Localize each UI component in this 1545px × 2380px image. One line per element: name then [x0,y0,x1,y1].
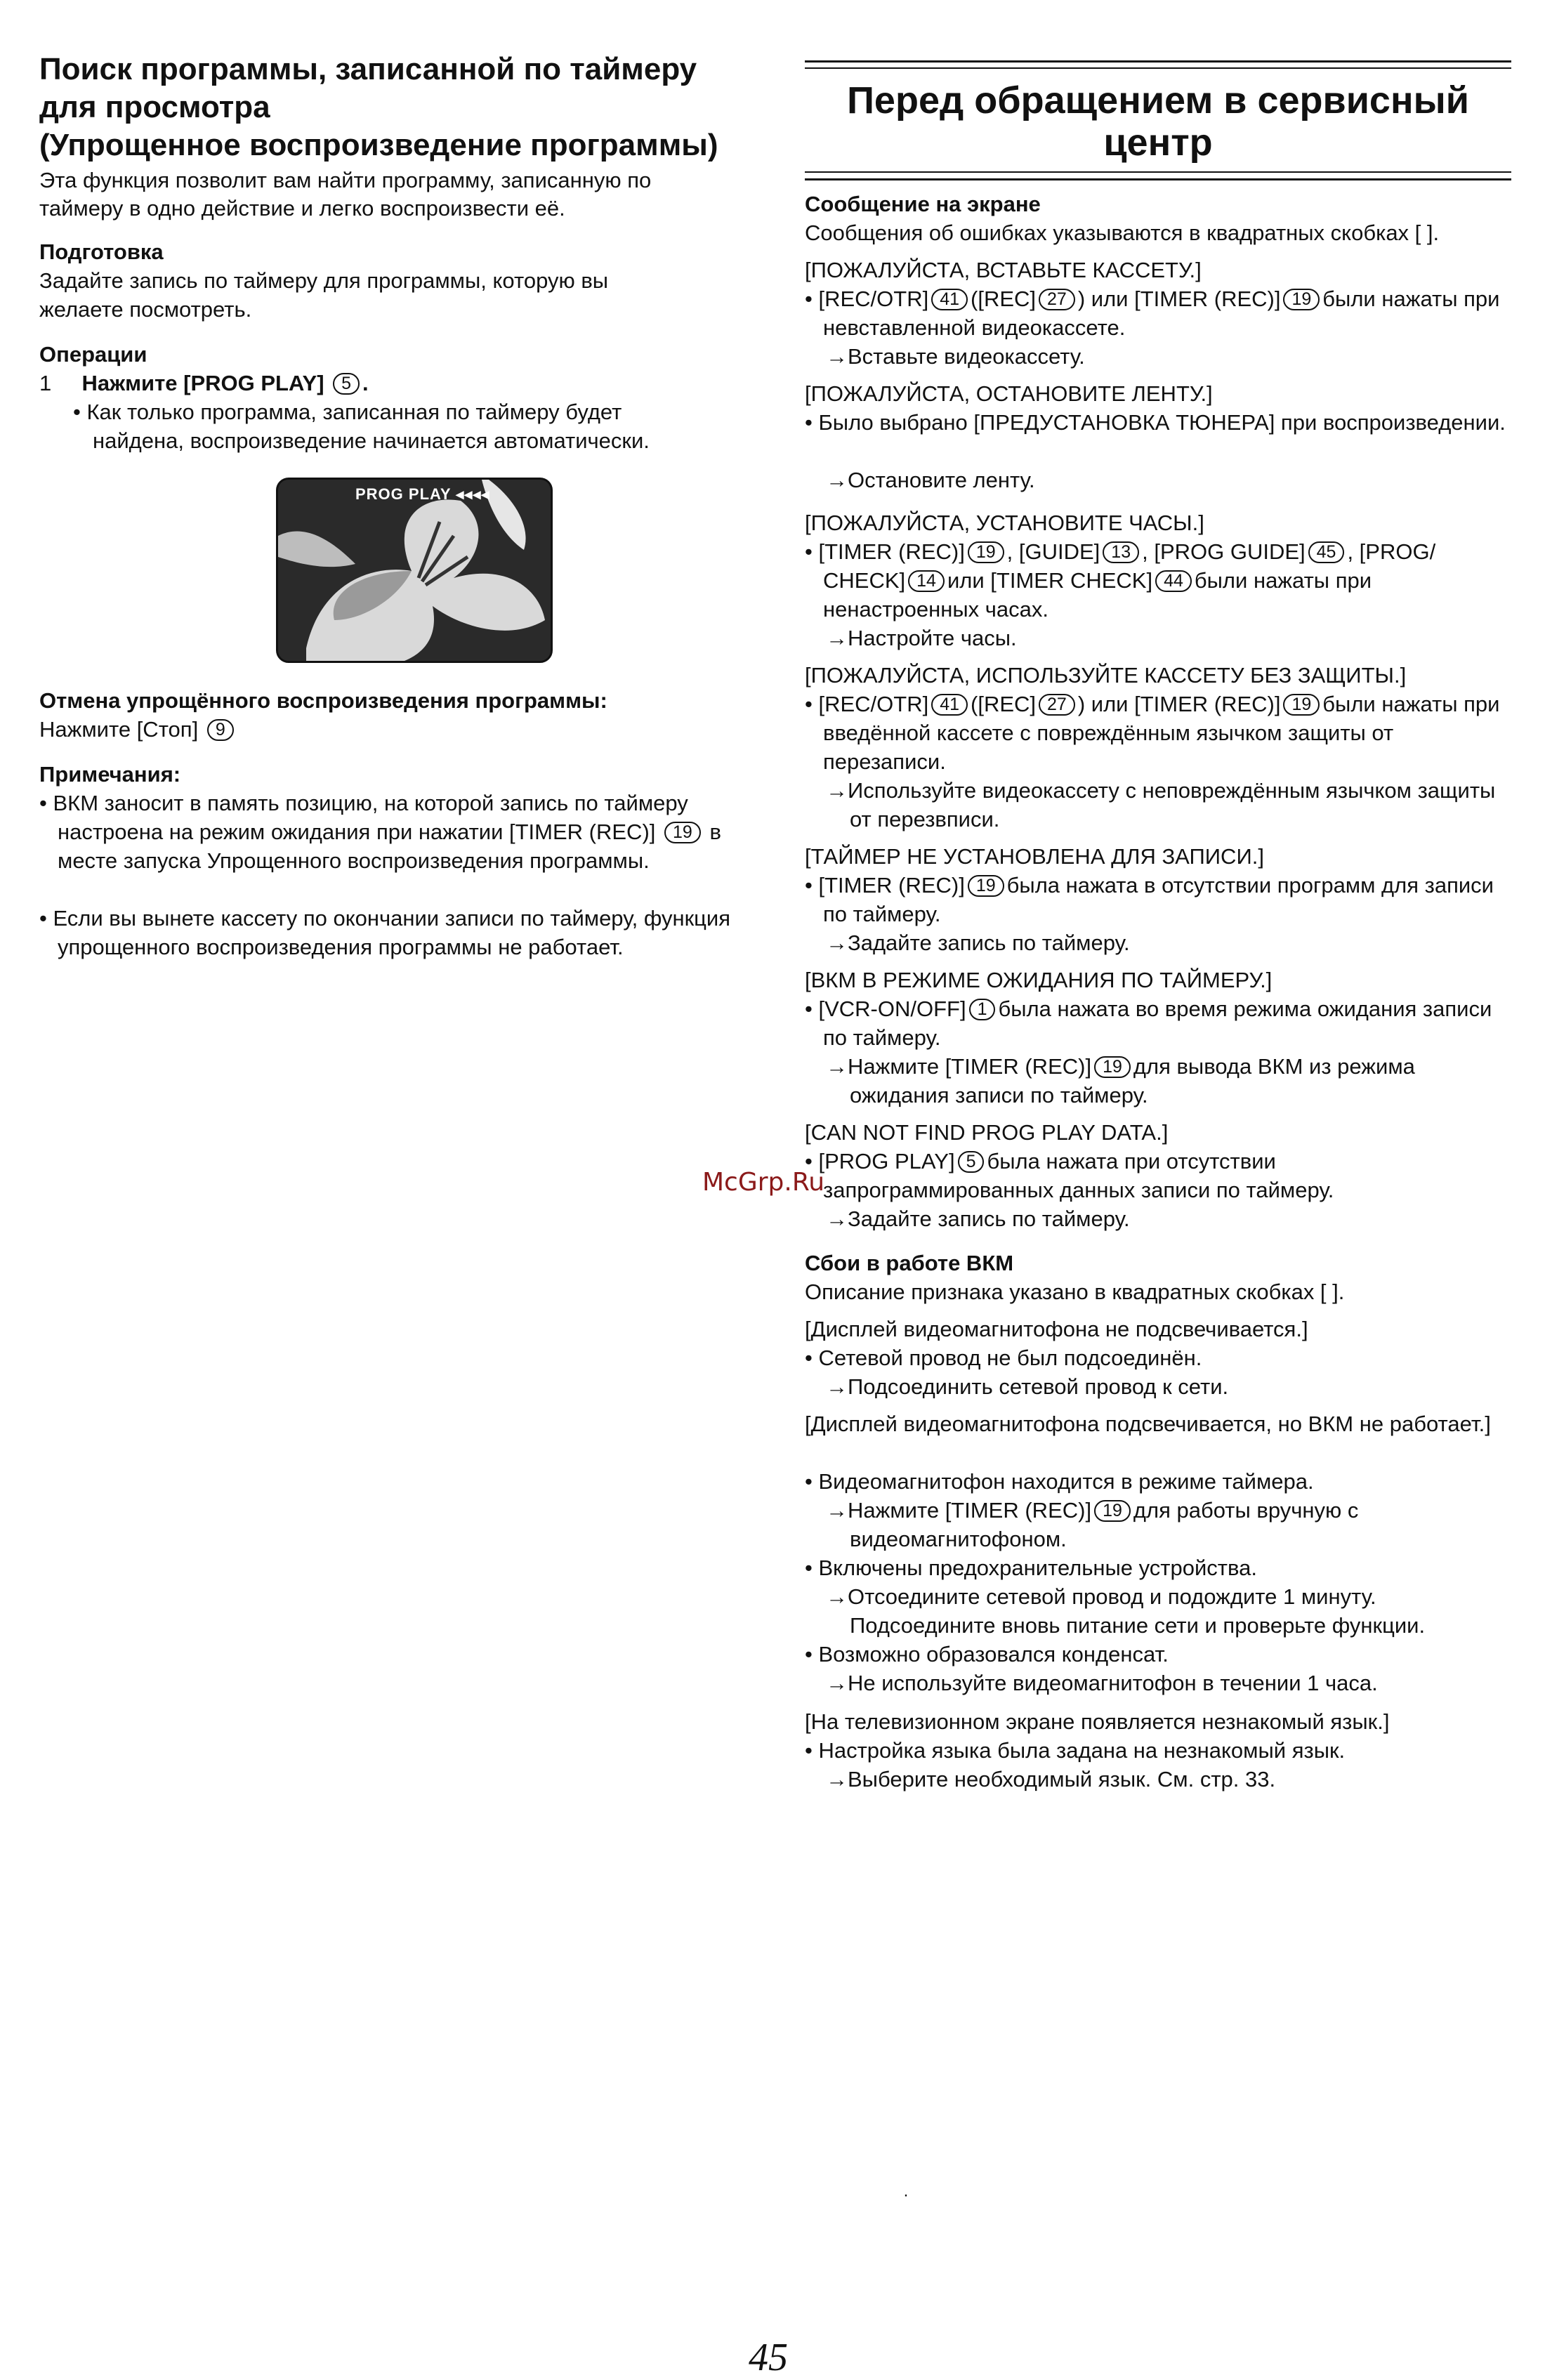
msg-5-action: →Задайте запись по таймеру. [826,931,1130,955]
badge: 1 [969,999,996,1020]
badge: 27 [1039,694,1075,716]
step-1: 1 Нажмите [PROG PLAY] 5 . [39,371,369,395]
msg-7-c: была нажата при отсутствии запрограммированных данных записи по таймеру. [823,1149,1334,1202]
msg-6-a: • [VCR-ON/OFF] [805,997,966,1021]
step-bullet-line2: найдена, воспроизведение начинается автоматически. [93,428,650,453]
note-2: • Если вы вынете кассету по окончании записи по таймеру, функция упрощенного воспроизведения программы не работает. [39,906,731,959]
flower-picture [278,480,551,661]
vcr-3-text: • Настройка языка была задана на незнакомый язык. [805,1738,1346,1763]
msg-4-e: были нажаты при введённой кассете с повреждённым язычком защиты от перезаписи. [823,692,1500,774]
badge: 19 [968,875,1004,897]
badge: 45 [1308,541,1345,563]
timer-rec-badge: 19 [664,822,701,843]
watermark: McGrp.Ru [702,1168,825,1197]
left-title-line3: (Упрощенное воспроизведение программы) [39,128,718,162]
badge: 27 [1039,289,1075,310]
vcr-intro: Описание признака указано в квадратных скобках [ ]. [805,1280,1345,1304]
msg-3-text [805,537,1511,624]
note-1-text-b: в месте запуска Упрощенного воспроизведения программы. [58,820,721,873]
prep-heading: Подготовка [39,239,164,264]
msg-5-a: • [TIMER (REC)] [805,873,965,898]
right-title-line2: центр [1103,121,1213,164]
page-number: 45 [749,2336,788,2379]
msg-7-title: [CAN NOT FIND PROG PLAY DATA.] [805,1120,1169,1145]
msg-4-c: ([REC] [971,692,1037,716]
button-number-badge: 5 [333,373,360,395]
intro-line1: Эта функция позволит вам найти программу, записанную по [39,168,652,192]
vcr-heading: Сбои в работе ВКМ [805,1251,1014,1275]
msg-5-c: была нажата в отсутствии программ для записи по таймеру. [823,873,1494,926]
msg-1-c: ([REC] [971,287,1037,311]
vcr-2-a3: →Не используйте видеомагнитофон в течении 1 часа. [826,1671,1378,1695]
msg-4-a: • [REC/OTR] [805,692,929,716]
tv-screen-image [276,478,553,663]
msg-4-title: [ПОЖАЛУЙСТА, ИСПОЛЬЗУЙТЕ КАССЕТУ БЕЗ ЗАЩИТЫ.] [805,663,1407,688]
msg-1-title: [ПОЖАЛУЙСТА, ВСТАВЬТЕ КАССЕТУ.] [805,258,1202,282]
msg-3-title: [ПОЖАЛУЙСТА, УСТАНОВИТЕ ЧАСЫ.] [805,511,1204,535]
vcr-2-title: [Дисплей видеомагнитофона подсвечивается, но ВКМ не работает.] [805,1412,1491,1436]
msg-4-d: ) или [TIMER (REC)] [1077,692,1281,716]
screen-heading: Сообщение на экране [805,192,1041,216]
msg-7-text [805,1147,1511,1204]
msg-4-text [805,690,1511,776]
notes-heading: Примечания: [39,762,181,787]
vcr-2-a1-c: для работы вручную с видеомагнитофоном. [850,1498,1359,1551]
msg-4-action: →Используйте видеокассету с неповреждённым язычком защиты от перезвписи. [826,778,1496,831]
vcr-3-action: →Выберите необходимый язык. См. стр. 33. [826,1767,1276,1791]
msg-3-action: →Настройте часы. [826,626,1017,650]
badge: 19 [1283,289,1320,310]
badge: 19 [1094,1500,1131,1522]
stop-button-badge: 9 [207,719,234,741]
vcr-2-a1 [805,1496,1511,1553]
vcr-2-a2: →Отсоедините сетевой провод и подождите 1 минуту. Подсоедините вновь питание сети и проверьте функции. [826,1584,1426,1638]
msg-1-d: ) или [TIMER (REC)] [1077,287,1281,311]
msg-6-action-c: для вывода ВКМ из режима ожидания записи по таймеру. [850,1054,1415,1107]
msg-3-a: • [TIMER (REC)] [805,539,965,564]
ops-heading: Операции [39,342,147,367]
cancel-text [39,715,749,744]
vcr-1-title: [Дисплей видеомагнитофона не подсвечивается.] [805,1317,1308,1341]
screen-intro: Сообщения об ошибках указываются в квадратных скобках [ ]. [805,221,1440,245]
right-title-line1: Перед обращением в сервисный [847,79,1469,121]
msg-2-action: →Остановите ленту. [826,468,1035,492]
vcr-1-text: • Сетевой провод не был подсоединён. [805,1346,1202,1370]
msg-1-e: были нажаты при невставленной видеокассете. [823,287,1500,340]
msg-5-text [805,871,1511,928]
badge: 19 [1283,694,1320,716]
msg-1-text [805,284,1511,342]
osd-prog-play: PROG PLAY ◂◂◂◂ [355,485,490,503]
stray-dot: · [903,2185,909,2204]
left-title-line1: Поиск программы, записанной по таймеру [39,52,697,86]
msg-7-a: • [PROG PLAY] [805,1149,955,1173]
badge: 41 [931,289,968,310]
msg-2-title: [ПОЖАЛУЙСТА, ОСТАНОВИТЕ ЛЕНТУ.] [805,381,1213,406]
vcr-2-t3: • Возможно образовался конденсат. [805,1642,1169,1666]
msg-3-e: , [PROG/ CHECK] [823,539,1436,593]
badge: 19 [968,541,1004,563]
vcr-2-t2: • Включены предохранительные устройства. [805,1556,1257,1580]
title-rule-top2 [805,67,1511,69]
msg-6-c: была нажата во время режима ожидания записи по таймеру. [823,997,1492,1050]
left-title-line2: для просмотра [39,90,270,124]
msg-5-title: [ТАЙМЕР НЕ УСТАНОВЛЕНА ДЛЯ ЗАПИСИ.] [805,844,1264,869]
step-bullet-line1: • Как только программа, записанная по таймеру будет [73,400,622,424]
intro-line2: таймеру в одно действие и легко воспроизвести её. [39,196,565,221]
msg-3-f: или [TIMER CHECK] [947,568,1153,593]
note-1-text-a: • ВКМ заносит в память позицию, на которой запись по таймеру настроена на режим ожидания при нажатии [TIMER (REC)] [39,791,688,844]
step-text: Нажмите [PROG PLAY] [81,371,324,395]
msg-1-action: →Вставьте видеокассету. [826,344,1085,369]
prep-line2: желаете посмотреть. [39,297,252,322]
vcr-3-title: [На телевизионном экране появляется незнакомый язык.] [805,1709,1390,1734]
vcr-2-a1-a: →Нажмите [TIMER (REC)] [826,1498,1092,1523]
note-1 [39,789,749,875]
step-number: 1 [39,371,52,395]
vcr-2-t1: • Видеомагнитофон находится в режиме таймера. [805,1469,1314,1494]
msg-6-action-a: →Нажмите [TIMER (REC)] [826,1054,1092,1079]
badge: 5 [958,1151,985,1173]
prep-line1: Задайте запись по таймеру для программы, которую вы [39,268,609,293]
title-rule-top [805,60,1511,63]
badge: 41 [931,694,968,716]
msg-3-g: были нажаты при ненастроенных часах. [823,568,1372,622]
title-rule-bottom2 [805,178,1511,180]
badge: 19 [1094,1056,1131,1078]
badge: 13 [1103,541,1139,563]
vcr-1-action: →Подсоединить сетевой провод к сети. [826,1374,1229,1399]
msg-2-text: • Было выбрано [ПРЕДУСТАНОВКА ТЮНЕРА] при воспроизведении. [805,410,1506,435]
title-rule-bottom [805,171,1511,173]
badge: 44 [1155,570,1192,592]
badge: 14 [908,570,945,592]
msg-6-text [805,994,1511,1052]
msg-3-d: , [PROG GUIDE] [1142,539,1306,564]
msg-6-action [805,1052,1511,1110]
msg-7-action: →Задайте запись по таймеру. [826,1207,1130,1231]
cancel-label: Нажмите [Стоп] [39,717,199,742]
msg-6-title: [ВКМ В РЕЖИМЕ ОЖИДАНИЯ ПО ТАЙМЕРУ.] [805,968,1273,992]
msg-1-a: • [REC/OTR] [805,287,929,311]
msg-3-c: , [GUIDE] [1006,539,1100,564]
cancel-heading: Отмена упрощённого воспроизведения программы: [39,688,607,713]
